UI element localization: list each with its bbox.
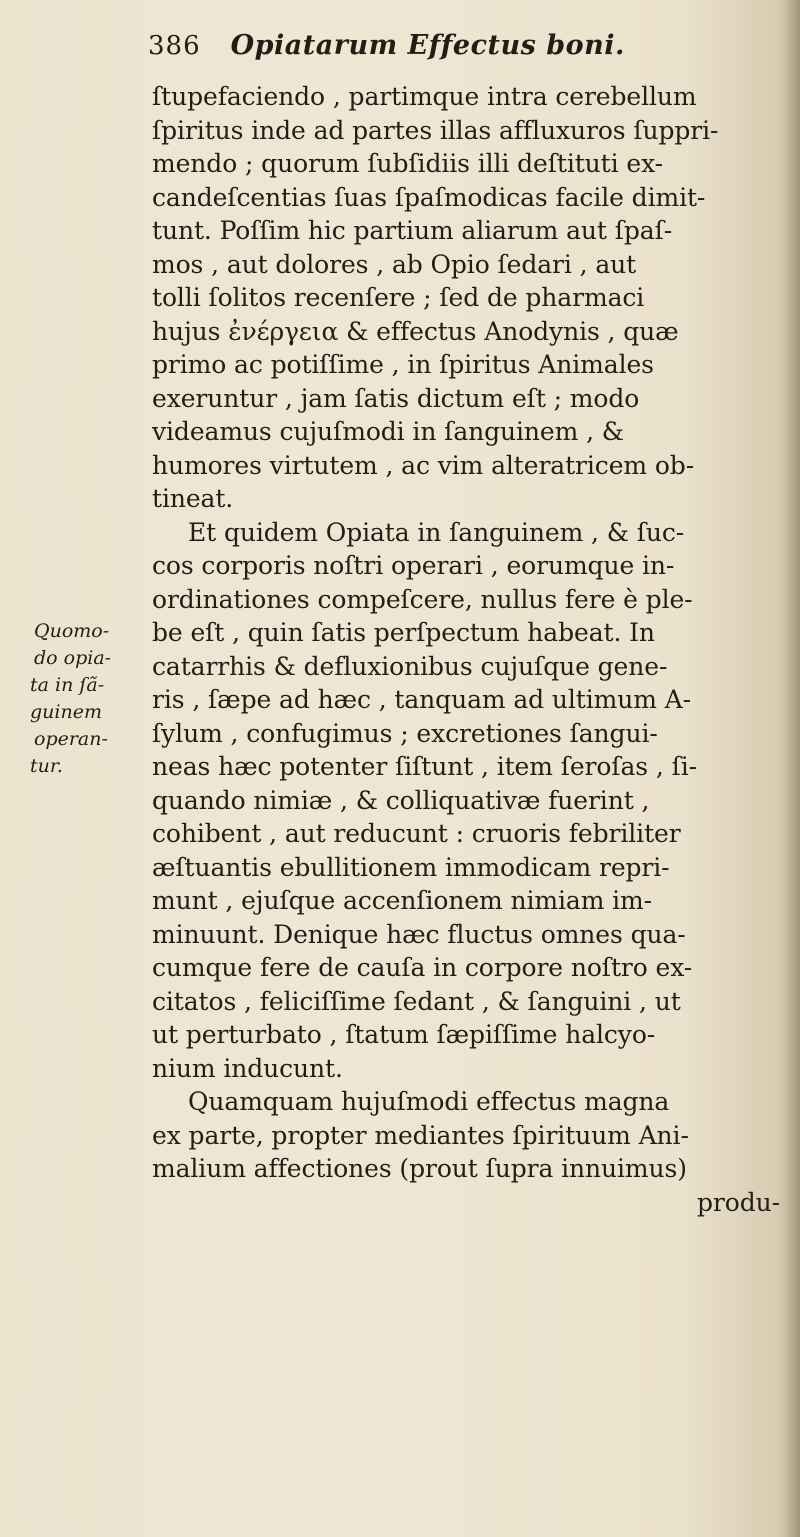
text-line: ex parte, propter mediantes ſpirituum Ani- <box>152 1120 689 1150</box>
paragraph-start-line: Et quidem Opiata in ſanguinem , & ſuc- <box>188 517 685 547</box>
text-line: ſylum , confugimus ; excretiones ſangui- <box>152 718 658 748</box>
text-line: citatos , feliciſſime ſedant , & ſanguini , ut <box>152 986 681 1016</box>
text-line: be eſt , quin ſatis perſpectum habeat. In <box>152 618 655 647</box>
margin-note-line: do opia- <box>34 647 112 669</box>
paragraph-start-line: Quamquam hujuſmodi effectus magna <box>188 1087 670 1116</box>
running-header <box>148 30 625 78</box>
text-line: tineat. <box>152 484 234 513</box>
text-line: hujus ἐνέργεια & effectus Anodynis , quæ <box>152 316 679 346</box>
text-line: quando nimiæ , & colliquativæ fuerint , <box>152 785 650 815</box>
text-line: neas hæc potenter ſiſtunt , item ſeroſas , ſi- <box>152 752 697 781</box>
text-line: æſtuantis ebullitionem immodicam repri- <box>152 852 670 882</box>
margin-note-line: ta in ſã- <box>30 674 105 696</box>
text-line: ordinationes compeſcere, nullus fere è ple- <box>152 584 693 614</box>
text-line: tolli ſolitos recenſere ; ſed de pharmaci <box>152 283 645 312</box>
text-line: ut perturbato , ſtatum ſæpiſſime halcyo- <box>152 1020 656 1049</box>
text-line: cohibent , aut reducunt : cruoris febriliter <box>152 819 681 848</box>
text-line: mendo ; quorum ſubſidiis illi deſtituti ex- <box>152 149 663 178</box>
text-line: minuunt. Denique hæc fluctus omnes qua- <box>152 919 686 949</box>
text-line: malium affectiones (prout ſupra innuimus) <box>152 1154 687 1183</box>
text-line: humores virtutem , ac vim alteratricem ob- <box>152 450 695 480</box>
text-line: exeruntur , jam ſatis dictum eſt ; modo <box>152 383 640 413</box>
text-line: cos corporis noſtri operari , eorumque in- <box>152 551 675 580</box>
text-line: munt , ejuſque accenſionem nimiam im- <box>152 886 652 915</box>
text-line: tunt. Poſſim hic partium aliarum aut ſpaſ- <box>152 216 673 245</box>
body-text <box>152 80 792 1219</box>
text-line: mos , aut dolores , ab Opio ſedari , aut <box>152 249 637 279</box>
margin-note-line: tur. <box>30 755 63 777</box>
page-number: 386 <box>148 31 201 61</box>
text-line: cumque fere de cauſa in corpore noſtro ex- <box>152 953 693 982</box>
text-line: candeſcentias ſuas ſpaſmodicas facile dimit- <box>152 182 706 212</box>
catchword: produ- <box>697 1187 780 1217</box>
text-line: ſpiritus inde ad partes illas affluxuros ſuppri- <box>152 115 719 145</box>
text-line: catarrhis & defluxionibus cujuſque gene- <box>152 651 668 681</box>
text-line: ris , ſæpe ad hæc , tanquam ad ultimum A- <box>152 685 691 714</box>
margin-note-line: guinem <box>30 701 102 723</box>
text-line: nium inducunt. <box>152 1053 343 1083</box>
running-title: Opiatarum Effectus boni. <box>230 30 625 61</box>
text-line: videamus cujuſmodi in ſanguinem , & <box>152 417 624 446</box>
margin-note-line: Quomo- <box>34 620 110 642</box>
margin-note <box>30 618 142 780</box>
margin-note-line: operan- <box>34 728 108 750</box>
text-line: ſtupefaciendo , partimque intra cerebellum <box>152 82 697 111</box>
text-line: primo ac potiſſime , in ſpiritus Animales <box>152 350 654 379</box>
